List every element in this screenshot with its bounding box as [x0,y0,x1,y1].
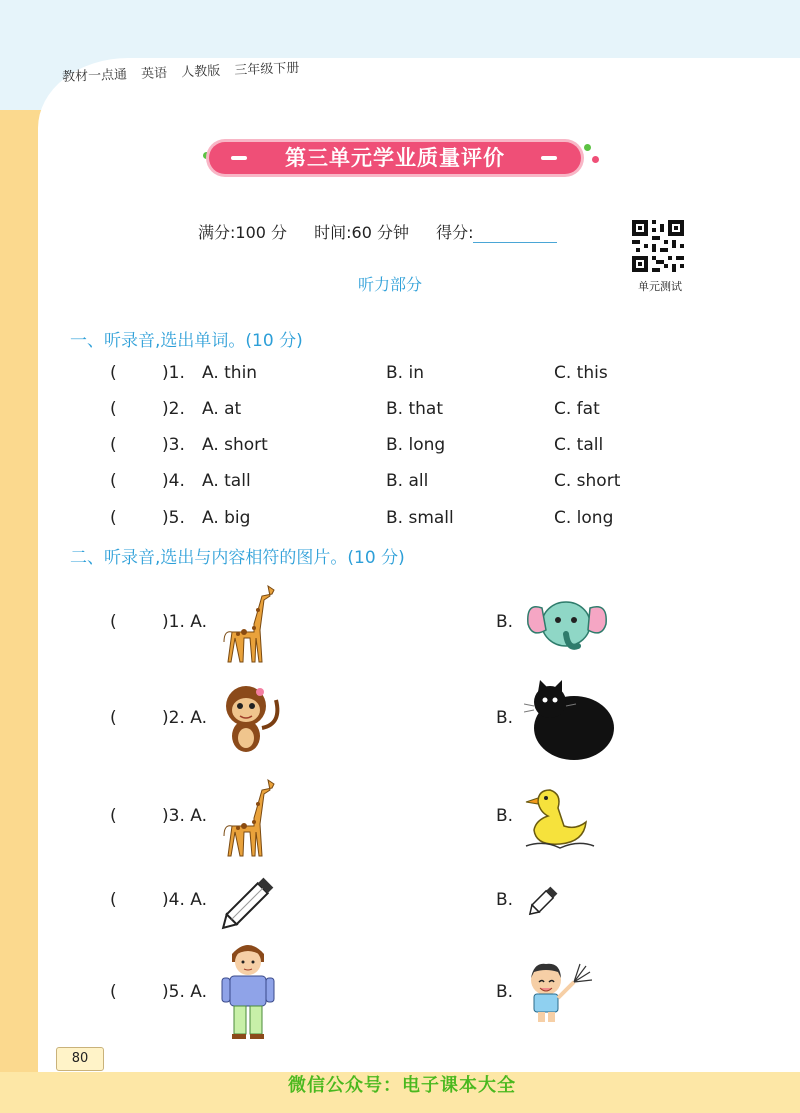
question-number: )5. [162,508,185,528]
option-b-label: B. [496,708,514,728]
option-b-label: B. [496,890,514,910]
option-b: B. long [386,435,446,455]
answer-paren[interactable]: ( [110,471,117,491]
decor-dot [592,156,599,163]
option-b-label: B. [496,806,514,826]
short-child-icon[interactable] [524,960,596,1026]
question-number: )3. A. [162,806,207,826]
option-c: C. long [554,508,614,528]
question-row [110,363,750,387]
decor-dash [231,156,247,160]
decor-dash [541,156,557,160]
option-b: B. small [386,508,454,528]
short-pencil-icon[interactable] [524,880,564,920]
option-a: A. at [202,399,242,419]
answer-paren[interactable]: ( [110,399,117,419]
answer-paren[interactable]: ( [110,708,117,728]
option-b: B. in [386,363,424,383]
option-a: A. thin [202,363,258,383]
option-a: A. big [202,508,251,528]
option-a: A. tall [202,471,251,491]
answer-paren[interactable]: ( [110,435,117,455]
title-banner-wrap [205,138,595,178]
footer-watermark: 微信公众号：电子课本大全 [288,1075,516,1096]
question-row [110,435,750,459]
picture-question-row [110,940,710,1030]
score-info [198,220,579,243]
option-c: C. short [554,471,621,491]
breadcrumb-item: 教材一点通 [61,67,128,85]
duck-icon[interactable] [524,780,596,852]
fat-cat-icon[interactable] [524,680,616,764]
option-c: C. tall [554,435,604,455]
answer-paren[interactable]: ( [110,806,117,826]
question-number: )4. [162,471,185,491]
option-b: B. all [386,471,429,491]
listening-heading: 听力部分 [358,275,423,294]
answer-paren[interactable]: ( [110,890,117,910]
qr-code-icon[interactable] [632,220,684,272]
question-row [110,399,750,423]
picture-question-row [110,680,710,770]
picture-question-row [110,580,710,670]
elephant-icon[interactable] [524,588,610,656]
question-number: )3. [162,435,185,455]
page-title: 第三单元学业质量评价 [209,142,581,174]
option-c: C. this [554,363,608,383]
answer-paren[interactable]: ( [110,363,117,383]
time-limit: 时间:60 分钟 [314,223,409,242]
breadcrumb-item: 英语 [140,65,168,82]
answer-paren[interactable]: ( [110,982,117,1002]
score-blank[interactable] [473,225,557,243]
giraffe-icon[interactable] [218,774,282,860]
option-a: A. short [202,435,268,455]
giraffe-icon[interactable] [218,580,282,666]
question-row [110,508,750,532]
question-number: )4. A. [162,890,207,910]
page-number: 80 [56,1047,104,1071]
picture-question-row [110,774,710,864]
option-c: C. fat [554,399,600,419]
question-row [110,471,750,495]
section1-title: 一、听录音,选出单词。(10 分) [70,331,303,351]
answer-paren[interactable]: ( [110,612,117,632]
question-number: )1. [162,363,185,383]
option-b-label: B. [496,982,514,1002]
qr-label: 单元测试 [638,280,682,293]
breadcrumb-item: 人教版 [181,63,221,81]
full-score: 满分:100 分 [198,223,288,242]
option-b: B. that [386,399,443,419]
option-b-label: B. [496,612,514,632]
long-pencil-icon[interactable] [218,870,282,932]
question-number: )2. [162,399,185,419]
question-number: )5. A. [162,982,207,1002]
question-number: )2. A. [162,708,207,728]
monkey-icon[interactable] [218,680,284,756]
breadcrumb-item: 三年级下册 [234,60,300,79]
decor-dot [584,144,591,151]
score-label: 得分: [436,223,474,242]
question-number: )1. A. [162,612,207,632]
tall-boy-icon[interactable] [218,940,278,1040]
answer-paren[interactable]: ( [110,508,117,528]
section2-title: 二、听录音,选出与内容相符的图片。(10 分) [70,548,405,568]
